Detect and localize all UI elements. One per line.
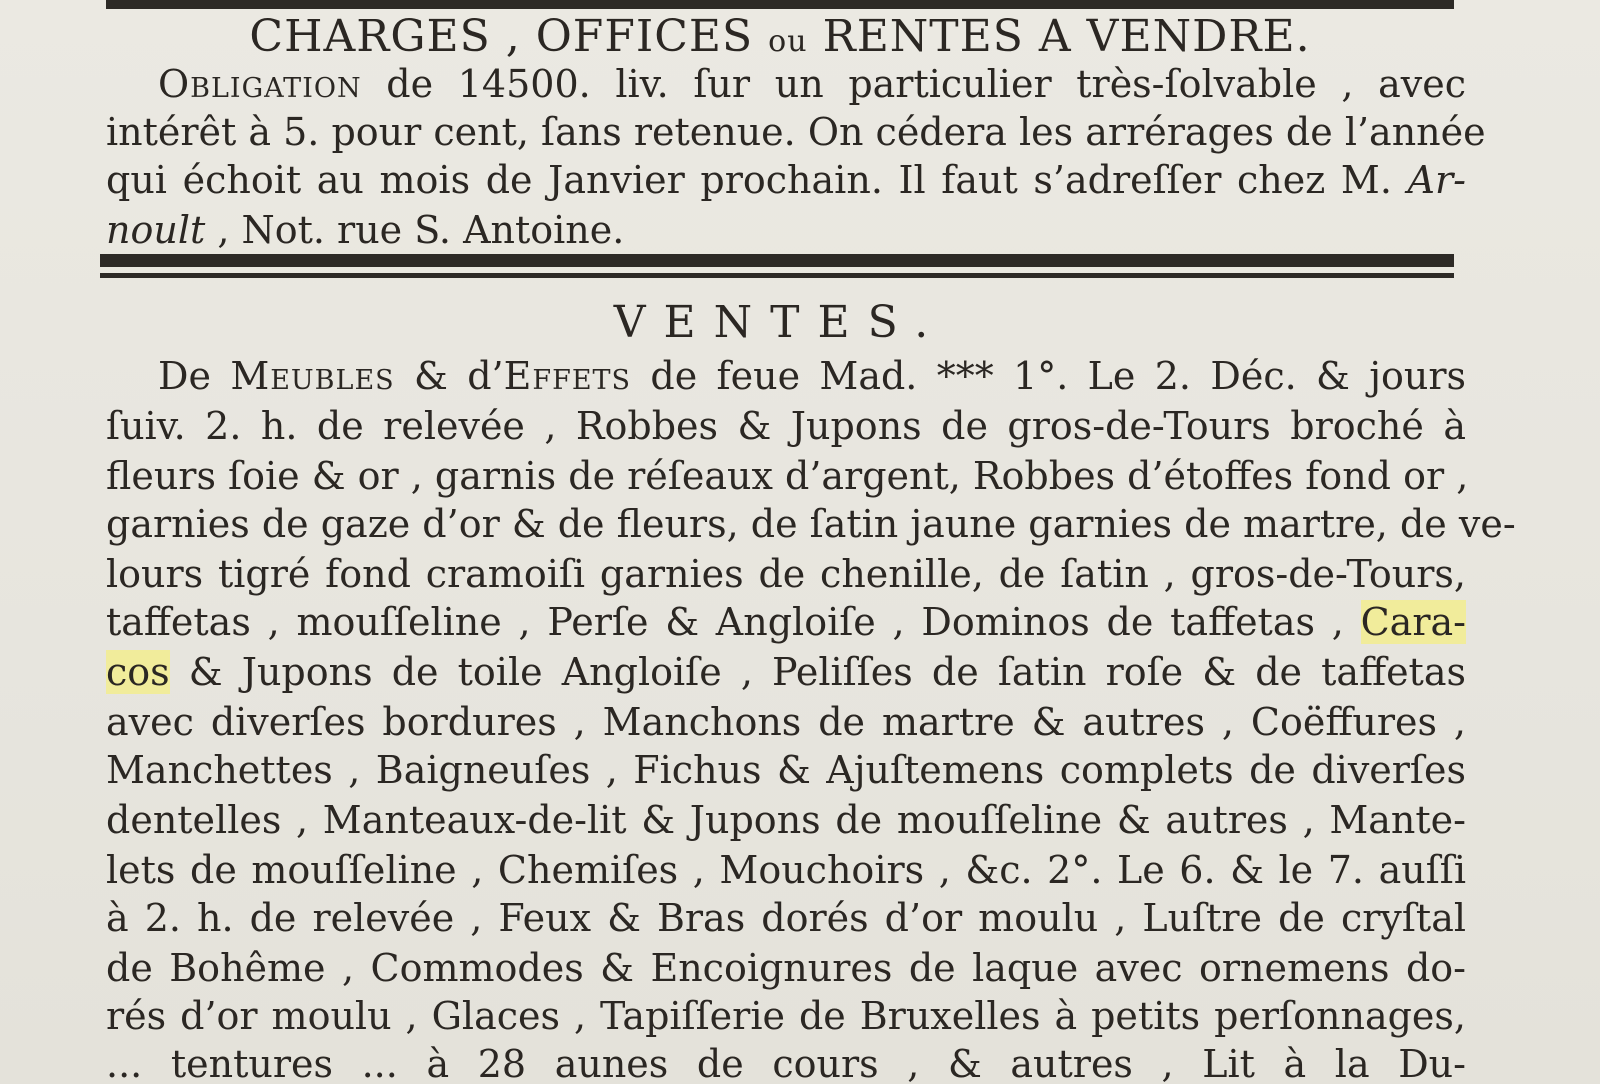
line-text: lours tigré fond cramoiſi garnies de chenille, de ſatin , gros-de-Tours, (106, 552, 1466, 596)
italic-name: Ar- (1407, 158, 1466, 202)
text-line (106, 894, 1466, 942)
text-line (106, 944, 1466, 992)
line-text: Manchettes , Baigneuſes , Fichus & Ajuſtemens complets de diverſes (106, 748, 1466, 792)
line-text: dentelles , Manteaux-de-lit & Jupons de mouſſeline & autres , Mante- (106, 798, 1466, 842)
text-line (106, 796, 1466, 844)
line-text: & Jupons de toile Angloiſe , Peliſſes de ſatin roſe & de taffetas (169, 650, 1466, 694)
text-line (106, 60, 1466, 108)
line-text: intérêt à 5. pour cent, ſans retenue. On cédera les arrérages de l’année (106, 110, 1486, 154)
line-text: , Not. rue S. Antoine. (205, 208, 625, 252)
heading-ou: ou (768, 24, 808, 59)
text-line (106, 698, 1466, 746)
line-text: ... tentures ... à 28 aunes de cours , & autres , Lit à la Du- (106, 1042, 1466, 1084)
text-line (106, 746, 1466, 794)
highlighted-word: cos (106, 650, 170, 694)
text-line (106, 846, 1466, 894)
lead-word: Effets (503, 354, 632, 398)
line-text: De (158, 354, 231, 398)
text-line (106, 992, 1466, 1040)
line-text: lets de mouſſeline , Chemiſes , Mouchoirs , &c. 2°. Le 6. & le 7. auſſi (106, 848, 1466, 892)
lead-word: Obligation (158, 62, 362, 106)
text-line (106, 500, 1516, 548)
line-text: à 2. h. de relevée , Feux & Bras dorés d’or moulu , Luſtre de cryſtal (106, 896, 1466, 940)
line-text: & d’ (394, 354, 504, 398)
text-line (106, 648, 1466, 696)
line-text: de 14500. liv. ſur un particulier très-ſolvable , avec (361, 62, 1466, 106)
text-line (106, 452, 1469, 500)
line-text: taffetas , mouſſeline , Perſe & Angloiſe , Dominos de taffetas , (106, 600, 1361, 644)
double-rule-divider (100, 254, 1454, 278)
italic-name: noult (106, 208, 206, 252)
section-heading-ventes: VENTES. (613, 297, 947, 348)
line-text: de Bohême , Commodes & Encoignures de laque avec ornemens do- (106, 946, 1466, 990)
line-text: de feue Mad. *** 1°. Le 2. Déc. & jours (631, 354, 1466, 398)
line-text: garnies de gaze d’or & de fleurs, de ſatin jaune garnies de martre, de ve- (106, 502, 1516, 546)
line-text: fleurs ſoie & or , garnis de réſeaux d’argent, Robbes d’étoffes fond or , (106, 454, 1469, 498)
text-line (106, 108, 1486, 156)
text-line (106, 598, 1466, 646)
text-line (106, 206, 1466, 254)
heading-part-a: CHARGES , OFFICES (249, 11, 754, 62)
heading-part-b: RENTES A VENDRE. (822, 11, 1311, 62)
highlighted-word: Cara- (1360, 600, 1466, 644)
lead-word: Meubles (230, 354, 395, 398)
text-line (106, 550, 1466, 598)
text-line-cut (106, 1040, 1466, 1084)
line-text: avec diverſes bordures , Manchons de martre & autres , Coëffures , (106, 700, 1466, 744)
text-line (106, 352, 1466, 400)
text-line (106, 402, 1466, 450)
line-text: ſuiv. 2. h. de relevée , Robbes & Jupons de gros-de-Tours broché à (106, 404, 1466, 448)
line-text: rés d’or moulu , Glaces , Tapiſſerie de Bruxelles à petits perſonnages, (106, 994, 1466, 1038)
line-text: qui échoit au mois de Janvier prochain. Il faut s’adreſſer chez M. (106, 158, 1408, 202)
text-line (106, 156, 1466, 204)
